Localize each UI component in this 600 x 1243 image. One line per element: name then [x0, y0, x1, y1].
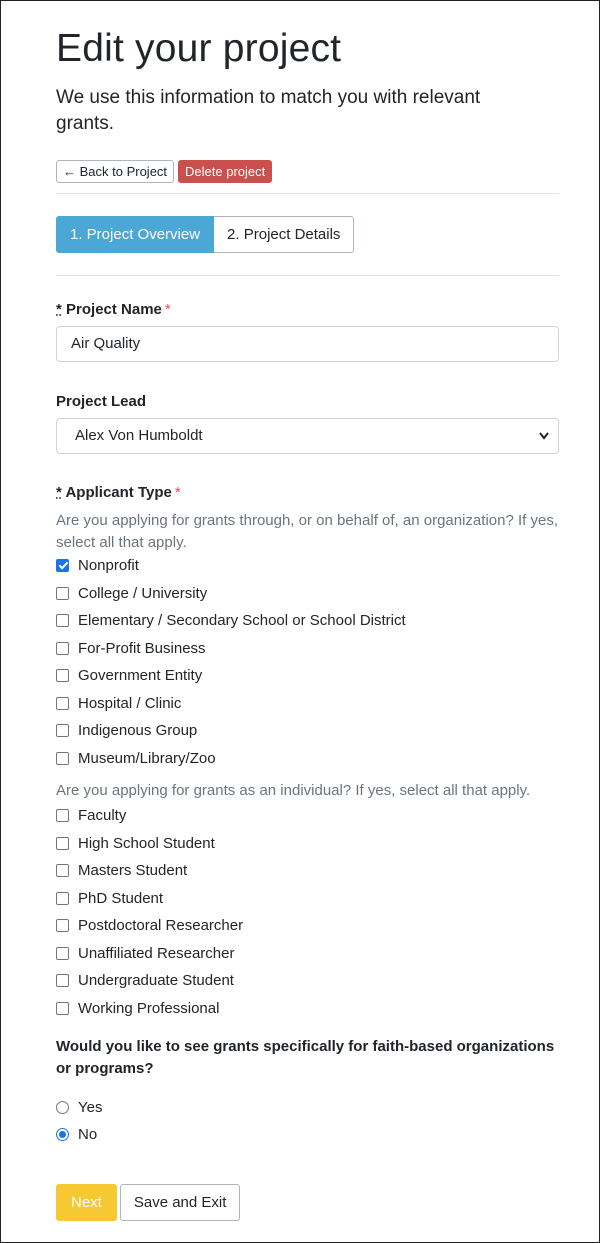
- applicant-type-label-text: Applicant Type: [65, 484, 172, 501]
- checkbox-icon[interactable]: [56, 974, 69, 987]
- page-title: Edit your project: [56, 27, 342, 70]
- radio-yes[interactable]: [56, 1097, 102, 1117]
- project-name-input[interactable]: Air Quality: [56, 326, 559, 362]
- project-name-label: [56, 301, 171, 318]
- checkbox-icon[interactable]: [56, 697, 69, 710]
- checkbox-unaffiliated-researcher[interactable]: [56, 943, 234, 963]
- checkbox-label: Working Professional: [78, 999, 220, 1017]
- checkbox-high-school-student[interactable]: [56, 833, 215, 853]
- checkbox-label: Undergraduate Student: [78, 971, 234, 989]
- checkbox-label: Indigenous Group: [78, 721, 198, 739]
- organization-help-text: Are you applying for grants through, or on behalf of, an organization? If yes, select all that apply.: [56, 512, 558, 551]
- checkbox-working-professional[interactable]: [56, 998, 219, 1018]
- project-lead-select[interactable]: [56, 418, 559, 454]
- checkbox-label: Elementary / Secondary School or School District: [78, 611, 406, 629]
- checkbox-government-entity[interactable]: [56, 665, 202, 685]
- checkbox-indigenous-group[interactable]: [56, 720, 197, 740]
- applicant-type-label: [56, 484, 181, 501]
- bottom-actions: [56, 1184, 240, 1221]
- project-name-label-text: Project Name: [66, 301, 162, 318]
- checkbox-label: Faculty: [78, 806, 127, 824]
- checkbox-label: Nonprofit: [78, 556, 139, 574]
- divider: [56, 275, 559, 276]
- required-asterisk: *: [174, 484, 181, 501]
- checkbox-checked-icon[interactable]: [56, 559, 69, 572]
- divider: [56, 193, 559, 194]
- checkbox-label: College / University: [78, 584, 208, 602]
- checkbox-label: High School Student: [78, 834, 215, 852]
- checkbox-label: Postdoctoral Researcher: [78, 916, 244, 934]
- checkbox-icon[interactable]: [56, 642, 69, 655]
- checkbox-icon[interactable]: [56, 724, 69, 737]
- radio-label: No: [78, 1125, 98, 1143]
- checkbox-label: Unaffiliated Researcher: [78, 944, 235, 962]
- checkbox-icon[interactable]: [56, 837, 69, 850]
- project-lead-label: Project Lead: [56, 393, 147, 410]
- required-asterisk: *: [164, 301, 171, 318]
- tab-project-overview[interactable]: 1. Project Overview: [56, 216, 214, 253]
- checkbox-icon[interactable]: [56, 614, 69, 627]
- chevron-down-icon: [538, 419, 550, 466]
- checkbox-icon[interactable]: [56, 919, 69, 932]
- checkbox-label: Museum/Library/Zoo: [78, 749, 216, 767]
- checkbox-icon[interactable]: [56, 587, 69, 600]
- delete-project-button[interactable]: Delete project: [178, 160, 272, 183]
- checkbox-label: For-Profit Business: [78, 639, 206, 657]
- checkbox-masters-student[interactable]: [56, 860, 187, 880]
- back-to-project-button[interactable]: ← Back to Project: [56, 160, 174, 183]
- checkbox-label: Government Entity: [78, 666, 203, 684]
- radio-label: Yes: [78, 1098, 103, 1116]
- faith-based-question: Would you like to see grants specifically for faith-based organizations or programs?: [56, 1038, 555, 1077]
- step-tabs: [56, 216, 354, 253]
- checkbox-icon[interactable]: [56, 947, 69, 960]
- tab-project-details[interactable]: 2. Project Details: [214, 216, 354, 253]
- checkbox-hospital-clinic[interactable]: [56, 693, 181, 713]
- save-and-exit-button[interactable]: Save and Exit: [120, 1184, 241, 1221]
- checkbox-icon[interactable]: [56, 1002, 69, 1015]
- checkbox-label: Hospital / Clinic: [78, 694, 182, 712]
- checkbox-for-profit-business[interactable]: [56, 638, 206, 658]
- checkbox-faculty[interactable]: [56, 805, 126, 825]
- required-prefix-marker: *: [56, 301, 62, 318]
- checkbox-icon[interactable]: [56, 864, 69, 877]
- radio-icon[interactable]: [56, 1101, 69, 1114]
- radio-selected-icon[interactable]: [56, 1128, 69, 1141]
- checkbox-college-university[interactable]: [56, 583, 207, 603]
- checkbox-label: PhD Student: [78, 889, 164, 907]
- checkbox-nonprofit[interactable]: [56, 555, 139, 575]
- page-subtitle: We use this information to match you with relevant grants.: [56, 87, 481, 134]
- checkbox-elementary-secondary-school[interactable]: [56, 610, 406, 630]
- checkbox-icon[interactable]: [56, 809, 69, 822]
- next-button[interactable]: Next: [56, 1184, 117, 1221]
- checkbox-icon[interactable]: [56, 669, 69, 682]
- checkbox-undergraduate-student[interactable]: [56, 970, 234, 990]
- checkbox-museum-library-zoo[interactable]: [56, 748, 216, 768]
- checkbox-icon[interactable]: [56, 752, 69, 765]
- required-prefix-marker: *: [56, 484, 62, 501]
- radio-no[interactable]: [56, 1124, 97, 1144]
- individual-help-text: Are you applying for grants as an individual? If yes, select all that apply.: [56, 782, 531, 799]
- checkbox-icon[interactable]: [56, 892, 69, 905]
- checkbox-phd-student[interactable]: [56, 888, 163, 908]
- project-lead-selected-value: Alex Von Humboldt: [75, 427, 203, 444]
- checkbox-label: Masters Student: [78, 861, 188, 879]
- top-actions: [56, 160, 272, 183]
- checkbox-postdoctoral-researcher[interactable]: [56, 915, 243, 935]
